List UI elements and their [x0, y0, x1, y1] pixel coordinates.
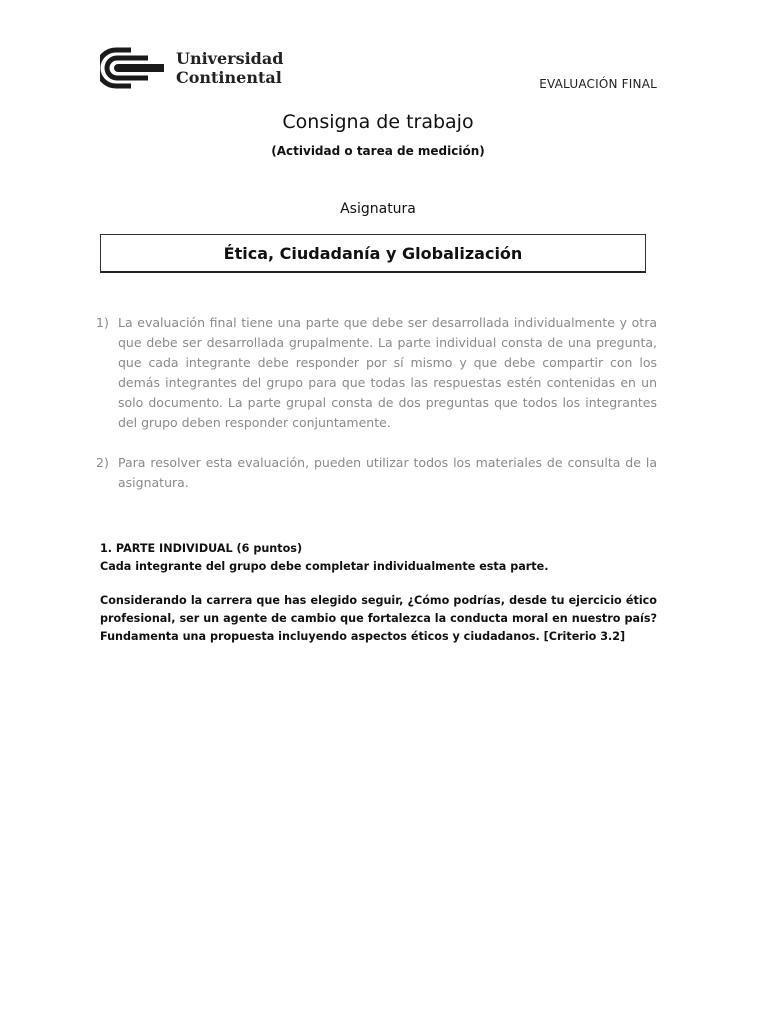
subject-label: Asignatura	[340, 201, 416, 217]
individual-section	[100, 540, 657, 646]
university-logo-icon	[100, 44, 166, 92]
logo-line-2: Continental	[176, 68, 282, 87]
section-instruction: Cada integrante del grupo debe completar individualmente esta parte.	[100, 560, 549, 573]
document-type-label: EVALUACIÓN FINAL	[539, 77, 657, 91]
subject-name-box	[100, 234, 646, 273]
instruction-number: 1)	[96, 315, 109, 330]
university-logo	[100, 44, 283, 92]
instruction-item	[96, 313, 657, 433]
instruction-text: Para resolver esta evaluación, pueden utilizar todos los materiales de consulta de la asignatura.	[118, 455, 657, 490]
logo-line-1: Universidad	[176, 49, 284, 68]
instruction-text: La evaluación final tiene una parte que debe ser desarrollada individualmente y otra que debe ser desarrollada grupalmente. La parte individual consta de una pregunta, que cada integrante debe responder por sí mismo y que debe compartir con los demás integrantes del grupo para que todas las respuestas estén contenidas en un solo documento. La parte grupal consta de dos preguntas que todos los integrantes del grupo deben responder conjuntamente.	[118, 315, 657, 430]
instruction-number: 2)	[96, 455, 109, 470]
page-title: Consigna de trabajo	[282, 111, 474, 133]
section-heading: 1. PARTE INDIVIDUAL (6 puntos)	[100, 542, 303, 555]
university-name	[176, 49, 283, 87]
instructions-list	[96, 313, 657, 513]
section-question: Considerando la carrera que has elegido seguir, ¿Cómo podrías, desde tu ejercicio ético profesional, ser un agente de cambio que fortalezca la conducta moral en nuestro país? Fundamenta una propuesta incluyendo aspectos éticos y ciudadanos. [Criterio 3.2]	[100, 594, 657, 643]
subject-name: Ética, Ciudadanía y Globalización	[223, 243, 523, 263]
page-subtitle: (Actividad o tarea de medición)	[271, 144, 485, 158]
instruction-item	[96, 453, 657, 493]
